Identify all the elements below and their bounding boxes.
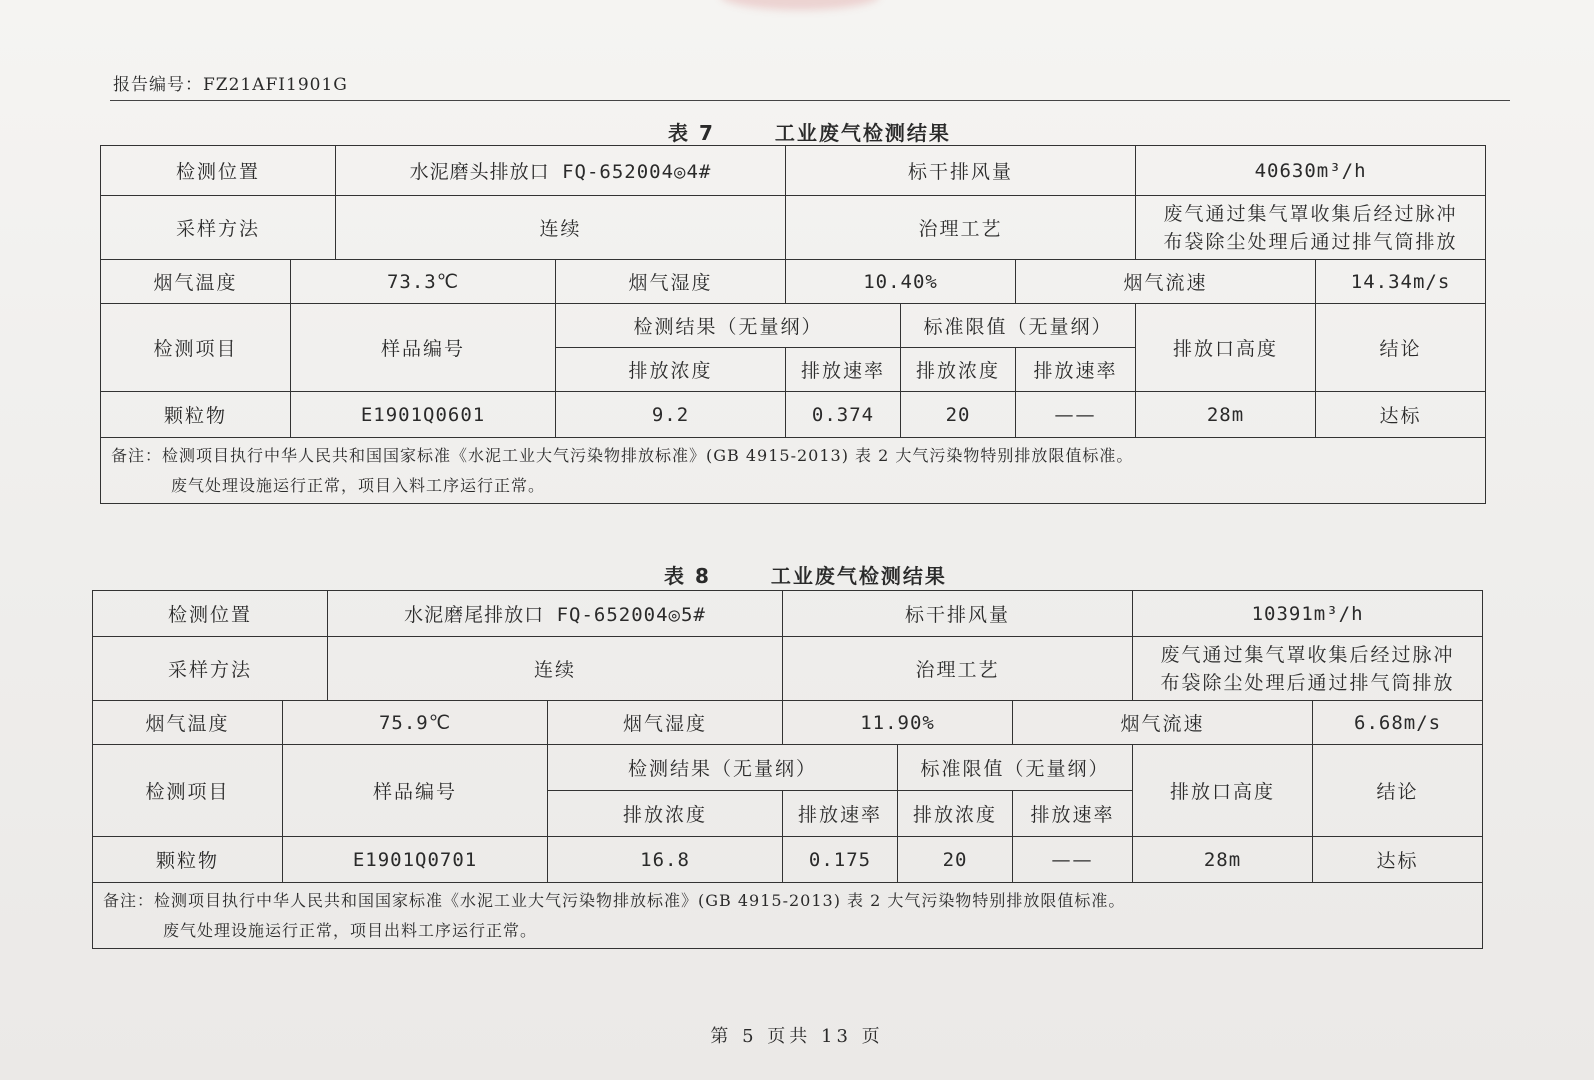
note-line-2: 废气处理设施运行正常，项目入料工序运行正常。 bbox=[171, 475, 546, 495]
limit-label: 标准限值（无量纲） bbox=[901, 304, 1136, 348]
conclusion-label: 结论 bbox=[1313, 745, 1483, 837]
row-conc: 9.2 bbox=[556, 392, 786, 438]
limit-rate-label: 排放速率 bbox=[1016, 348, 1136, 392]
conclusion-label: 结论 bbox=[1316, 304, 1486, 392]
result-label: 检测结果（无量纲） bbox=[556, 304, 901, 348]
process-line-2: 布袋除尘处理后通过排气筒排放 bbox=[1163, 230, 1458, 253]
table-title: 工业废气检测结果 bbox=[774, 121, 951, 145]
humidity-value: 10.40% bbox=[786, 260, 1016, 304]
table-title: 工业废气检测结果 bbox=[770, 564, 947, 588]
table-row bbox=[101, 392, 1486, 438]
item-label: 检测项目 bbox=[101, 304, 291, 392]
table-number: 表 8 bbox=[664, 564, 711, 588]
sampling-label: 采样方法 bbox=[93, 637, 328, 701]
velocity-value: 6.68m/s bbox=[1313, 701, 1483, 745]
conc-label: 排放浓度 bbox=[548, 791, 783, 837]
row-conclusion: 达标 bbox=[1313, 837, 1483, 883]
location-label: 检测位置 bbox=[93, 591, 328, 637]
header-rule bbox=[110, 100, 1510, 101]
table-note bbox=[93, 883, 1483, 949]
temp-label: 烟气温度 bbox=[101, 260, 291, 304]
location-value: 水泥磨尾排放口 FQ-652004◎5# bbox=[328, 591, 783, 637]
seal-fragment bbox=[720, 0, 880, 10]
temp-value: 75.9℃ bbox=[283, 701, 548, 745]
note-line-1: 备注：检测项目执行中华人民共和国国家标准《水泥工业大气污染物排放标准》(GB 4915-2013) 表 2 大气污染物特别排放限值标准。 bbox=[103, 890, 1126, 910]
page-number: 第 5 页共 13 页 bbox=[710, 1026, 884, 1047]
process-value bbox=[1136, 196, 1486, 260]
sample-label: 样品编号 bbox=[283, 745, 548, 837]
note-line-2: 废气处理设施运行正常，项目出料工序运行正常。 bbox=[163, 920, 538, 940]
temp-value: 73.3℃ bbox=[291, 260, 556, 304]
row-item: 颗粒物 bbox=[93, 837, 283, 883]
process-label: 治理工艺 bbox=[783, 637, 1133, 701]
process-label: 治理工艺 bbox=[786, 196, 1136, 260]
airflow-value: 10391m³/h bbox=[1133, 591, 1483, 637]
table-number: 表 7 bbox=[668, 121, 715, 145]
table-row bbox=[93, 837, 1483, 883]
temp-label: 烟气温度 bbox=[93, 701, 283, 745]
process-line-1: 废气通过集气罩收集后经过脉冲 bbox=[1163, 202, 1458, 225]
rate-label: 排放速率 bbox=[786, 348, 901, 392]
humidity-label: 烟气湿度 bbox=[556, 260, 786, 304]
process-line-2: 布袋除尘处理后通过排气筒排放 bbox=[1160, 671, 1455, 694]
velocity-label: 烟气流速 bbox=[1016, 260, 1316, 304]
height-label: 排放口高度 bbox=[1136, 304, 1316, 392]
sample-label: 样品编号 bbox=[291, 304, 556, 392]
location-value: 水泥磨头排放口 FQ-652004◎4# bbox=[336, 146, 786, 196]
airflow-label: 标干排风量 bbox=[783, 591, 1133, 637]
row-rate: 0.175 bbox=[783, 837, 898, 883]
airflow-label: 标干排风量 bbox=[786, 146, 1136, 196]
process-line-1: 废气通过集气罩收集后经过脉冲 bbox=[1160, 643, 1455, 666]
limit-conc-label: 排放浓度 bbox=[898, 791, 1013, 837]
item-label: 检测项目 bbox=[93, 745, 283, 837]
row-sample: E1901Q0701 bbox=[283, 837, 548, 883]
row-conclusion: 达标 bbox=[1316, 392, 1486, 438]
row-conc: 16.8 bbox=[548, 837, 783, 883]
row-height: 28m bbox=[1133, 837, 1313, 883]
results-table-8 bbox=[92, 590, 1483, 949]
table-caption-8 bbox=[664, 560, 947, 589]
results-table-7 bbox=[100, 145, 1486, 504]
limit-label: 标准限值（无量纲） bbox=[898, 745, 1133, 791]
sampling-label: 采样方法 bbox=[101, 196, 336, 260]
velocity-label: 烟气流速 bbox=[1013, 701, 1313, 745]
row-height: 28m bbox=[1136, 392, 1316, 438]
limit-conc-label: 排放浓度 bbox=[901, 348, 1016, 392]
row-rate: 0.374 bbox=[786, 392, 901, 438]
row-limit-rate: —— bbox=[1013, 837, 1133, 883]
airflow-value: 40630m³/h bbox=[1136, 146, 1486, 196]
sampling-value: 连续 bbox=[336, 196, 786, 260]
report-number: 报告编号：FZ21AFI1901G bbox=[113, 75, 348, 95]
row-limit-conc: 20 bbox=[901, 392, 1016, 438]
table-note bbox=[101, 438, 1486, 504]
height-label: 排放口高度 bbox=[1133, 745, 1313, 837]
location-label: 检测位置 bbox=[101, 146, 336, 196]
table-caption-7 bbox=[668, 117, 951, 146]
result-label: 检测结果（无量纲） bbox=[548, 745, 898, 791]
row-limit-rate: —— bbox=[1016, 392, 1136, 438]
row-sample: E1901Q0601 bbox=[291, 392, 556, 438]
conc-label: 排放浓度 bbox=[556, 348, 786, 392]
row-item: 颗粒物 bbox=[101, 392, 291, 438]
humidity-value: 11.90% bbox=[783, 701, 1013, 745]
note-line-1: 备注：检测项目执行中华人民共和国国家标准《水泥工业大气污染物排放标准》(GB 4915-2013) 表 2 大气污染物特别排放限值标准。 bbox=[111, 445, 1134, 465]
velocity-value: 14.34m/s bbox=[1316, 260, 1486, 304]
rate-label: 排放速率 bbox=[783, 791, 898, 837]
process-value bbox=[1133, 637, 1483, 701]
sampling-value: 连续 bbox=[328, 637, 783, 701]
limit-rate-label: 排放速率 bbox=[1013, 791, 1133, 837]
row-limit-conc: 20 bbox=[898, 837, 1013, 883]
humidity-label: 烟气湿度 bbox=[548, 701, 783, 745]
